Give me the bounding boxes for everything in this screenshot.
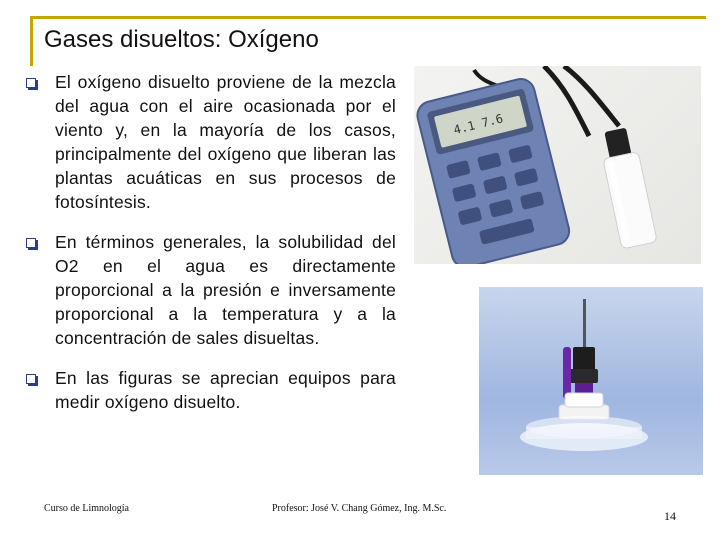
svg-text:4.1 7.6: 4.1 7.6 <box>452 111 505 138</box>
slide-title: Gases disueltos: Oxígeno <box>44 26 319 53</box>
title-frame-top <box>30 16 706 19</box>
bullet-list <box>26 70 396 430</box>
square-bullet-icon <box>26 374 36 384</box>
bullet-item <box>26 70 396 214</box>
bullet-text: En las figuras se aprecian equipos para medir oxígeno disuelto. <box>55 368 396 412</box>
title-frame-left <box>30 16 33 66</box>
footer-professor: Profesor: José V. Chang Gómez, Ing. M.Sc. <box>272 503 447 514</box>
bullet-text: El oxígeno disuelto proviene de la mezcla del agua con el aire ocasionada por el viento y, en la mayoría de los casos, principalmente del oxígeno que liberan las plantas acuáticas en sus procesos de fotosíntesis. <box>55 72 396 212</box>
meter-illustration <box>414 66 701 264</box>
bullet-text: En términos generales, la solubilidad del O2 en el agua es directamente proporcional a la presión e inversamente proporcional a la temperatura y a la concentración de sales disueltas. <box>55 232 396 348</box>
footer-course: Curso de Limnología <box>44 503 129 514</box>
dissolved-oxygen-meter-photo <box>414 66 701 264</box>
square-bullet-icon <box>26 238 36 248</box>
bullet-item <box>26 230 396 350</box>
square-bullet-icon <box>26 78 36 88</box>
probe-illustration <box>479 287 703 475</box>
page-number: 14 <box>664 509 676 523</box>
oxygen-probe-photo <box>479 287 703 475</box>
bullet-item <box>26 366 396 414</box>
